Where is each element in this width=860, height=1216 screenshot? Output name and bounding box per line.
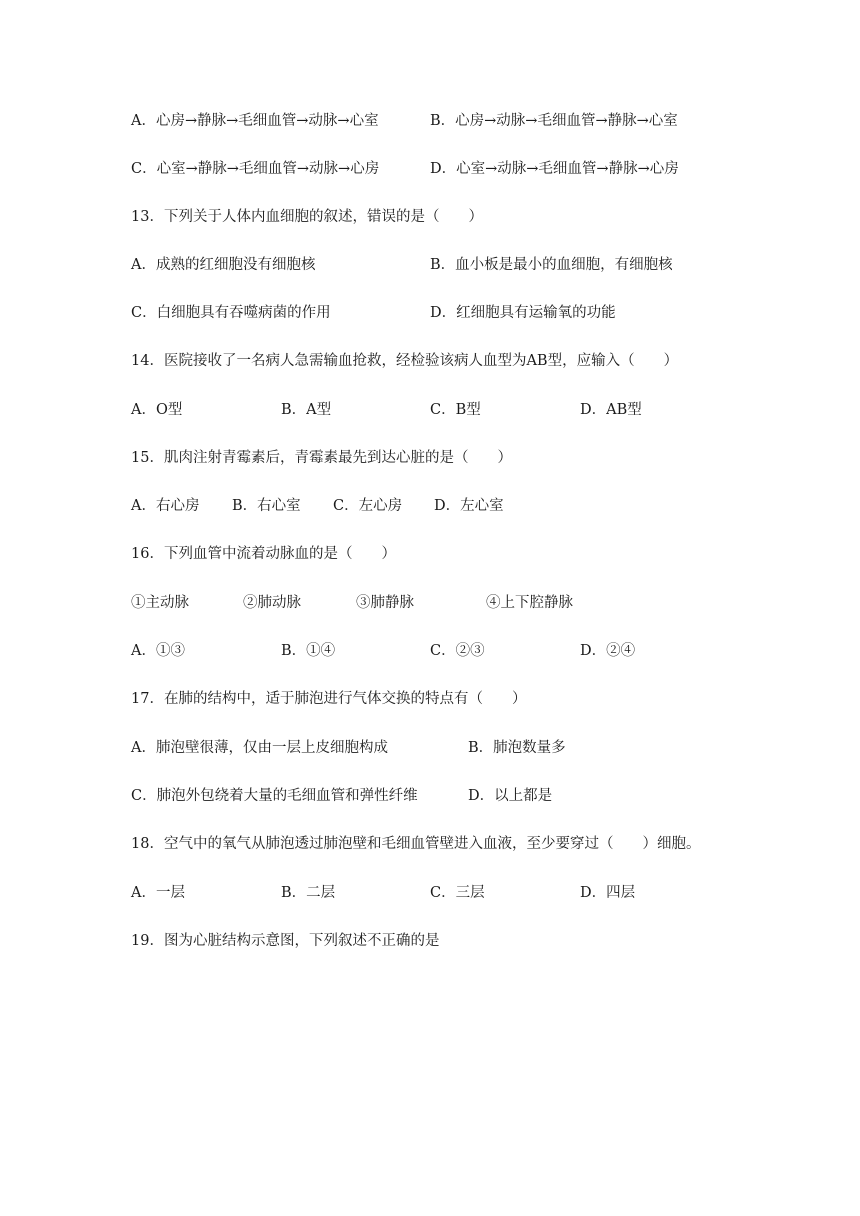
q13-option-b: B．血小板是最小的血细胞，有细胞核 <box>430 257 673 273</box>
q14-option-d: D．AB型 <box>580 402 642 418</box>
q14-stem: 14．医院接收了一名病人急需输血抢救，经检验该病人血型为AB型，应输入（ ） <box>131 353 679 369</box>
q13-option-d: D．红细胞具有运输氧的功能 <box>430 305 616 321</box>
q15-option-d: D．左心室 <box>434 498 504 514</box>
q18-option-b: B．二层 <box>281 885 336 901</box>
q16-option-b: B．①④ <box>281 643 336 659</box>
q18-option-d: D．四层 <box>580 885 636 901</box>
q18-stem: 18．空气中的氧气从肺泡透过肺泡壁和毛细血管壁进入血液，至少要穿过（ ）细胞。 <box>131 836 701 852</box>
q16-item-3: ③肺静脉 <box>356 595 414 611</box>
q17-option-c: C．肺泡外包绕着大量的毛细血管和弹性纤维 <box>131 788 418 804</box>
q16-option-a: A．①③ <box>131 643 185 659</box>
q13-stem: 13．下列关于人体内血细胞的叙述，错误的是（ ） <box>131 209 483 225</box>
q15-option-c: C．左心房 <box>333 498 403 514</box>
q16-option-d: D．②④ <box>580 643 636 659</box>
q15-option-b: B．右心室 <box>232 498 301 514</box>
q14-option-a: A．O型 <box>131 402 183 418</box>
q17-option-d: D．以上都是 <box>468 788 553 804</box>
q16-item-4: ④上下腔静脉 <box>486 595 573 611</box>
q19-stem: 19．图为心脏结构示意图，下列叙述不正确的是 <box>131 933 440 949</box>
q17-option-a: A．肺泡壁很薄，仅由一层上皮细胞构成 <box>131 740 388 756</box>
q17-option-b: B．肺泡数量多 <box>468 740 566 756</box>
q13-option-a: A．成熟的红细胞没有细胞核 <box>131 257 316 273</box>
q16-option-c: C．②③ <box>430 643 485 659</box>
q14-option-c: C．B型 <box>430 402 481 418</box>
q14-option-b: B．A型 <box>281 402 332 418</box>
q12-option-c: C．心室→静脉→毛细血管→动脉→心房 <box>131 161 380 177</box>
q12-option-a: A．心房→静脉→毛细血管→动脉→心室 <box>131 113 379 129</box>
q15-stem: 15．肌肉注射青霉素后，青霉素最先到达心脏的是（ ） <box>131 450 512 466</box>
q18-option-c: C．三层 <box>430 885 485 901</box>
q16-item-1: ①主动脉 <box>131 595 189 611</box>
q12-option-b: B．心房→动脉→毛细血管→静脉→心室 <box>430 113 678 129</box>
q16-item-2: ②肺动脉 <box>243 595 301 611</box>
q13-option-c: C．白细胞具有吞噬病菌的作用 <box>131 305 331 321</box>
q17-stem: 17．在肺的结构中，适于肺泡进行气体交换的特点有（ ） <box>131 691 527 707</box>
q12-option-d: D．心室→动脉→毛细血管→静脉→心房 <box>430 161 679 177</box>
q16-stem: 16．下列血管中流着动脉血的是（ ） <box>131 546 396 562</box>
q15-option-a: A．右心房 <box>131 498 200 514</box>
q18-option-a: A．一层 <box>131 885 185 901</box>
